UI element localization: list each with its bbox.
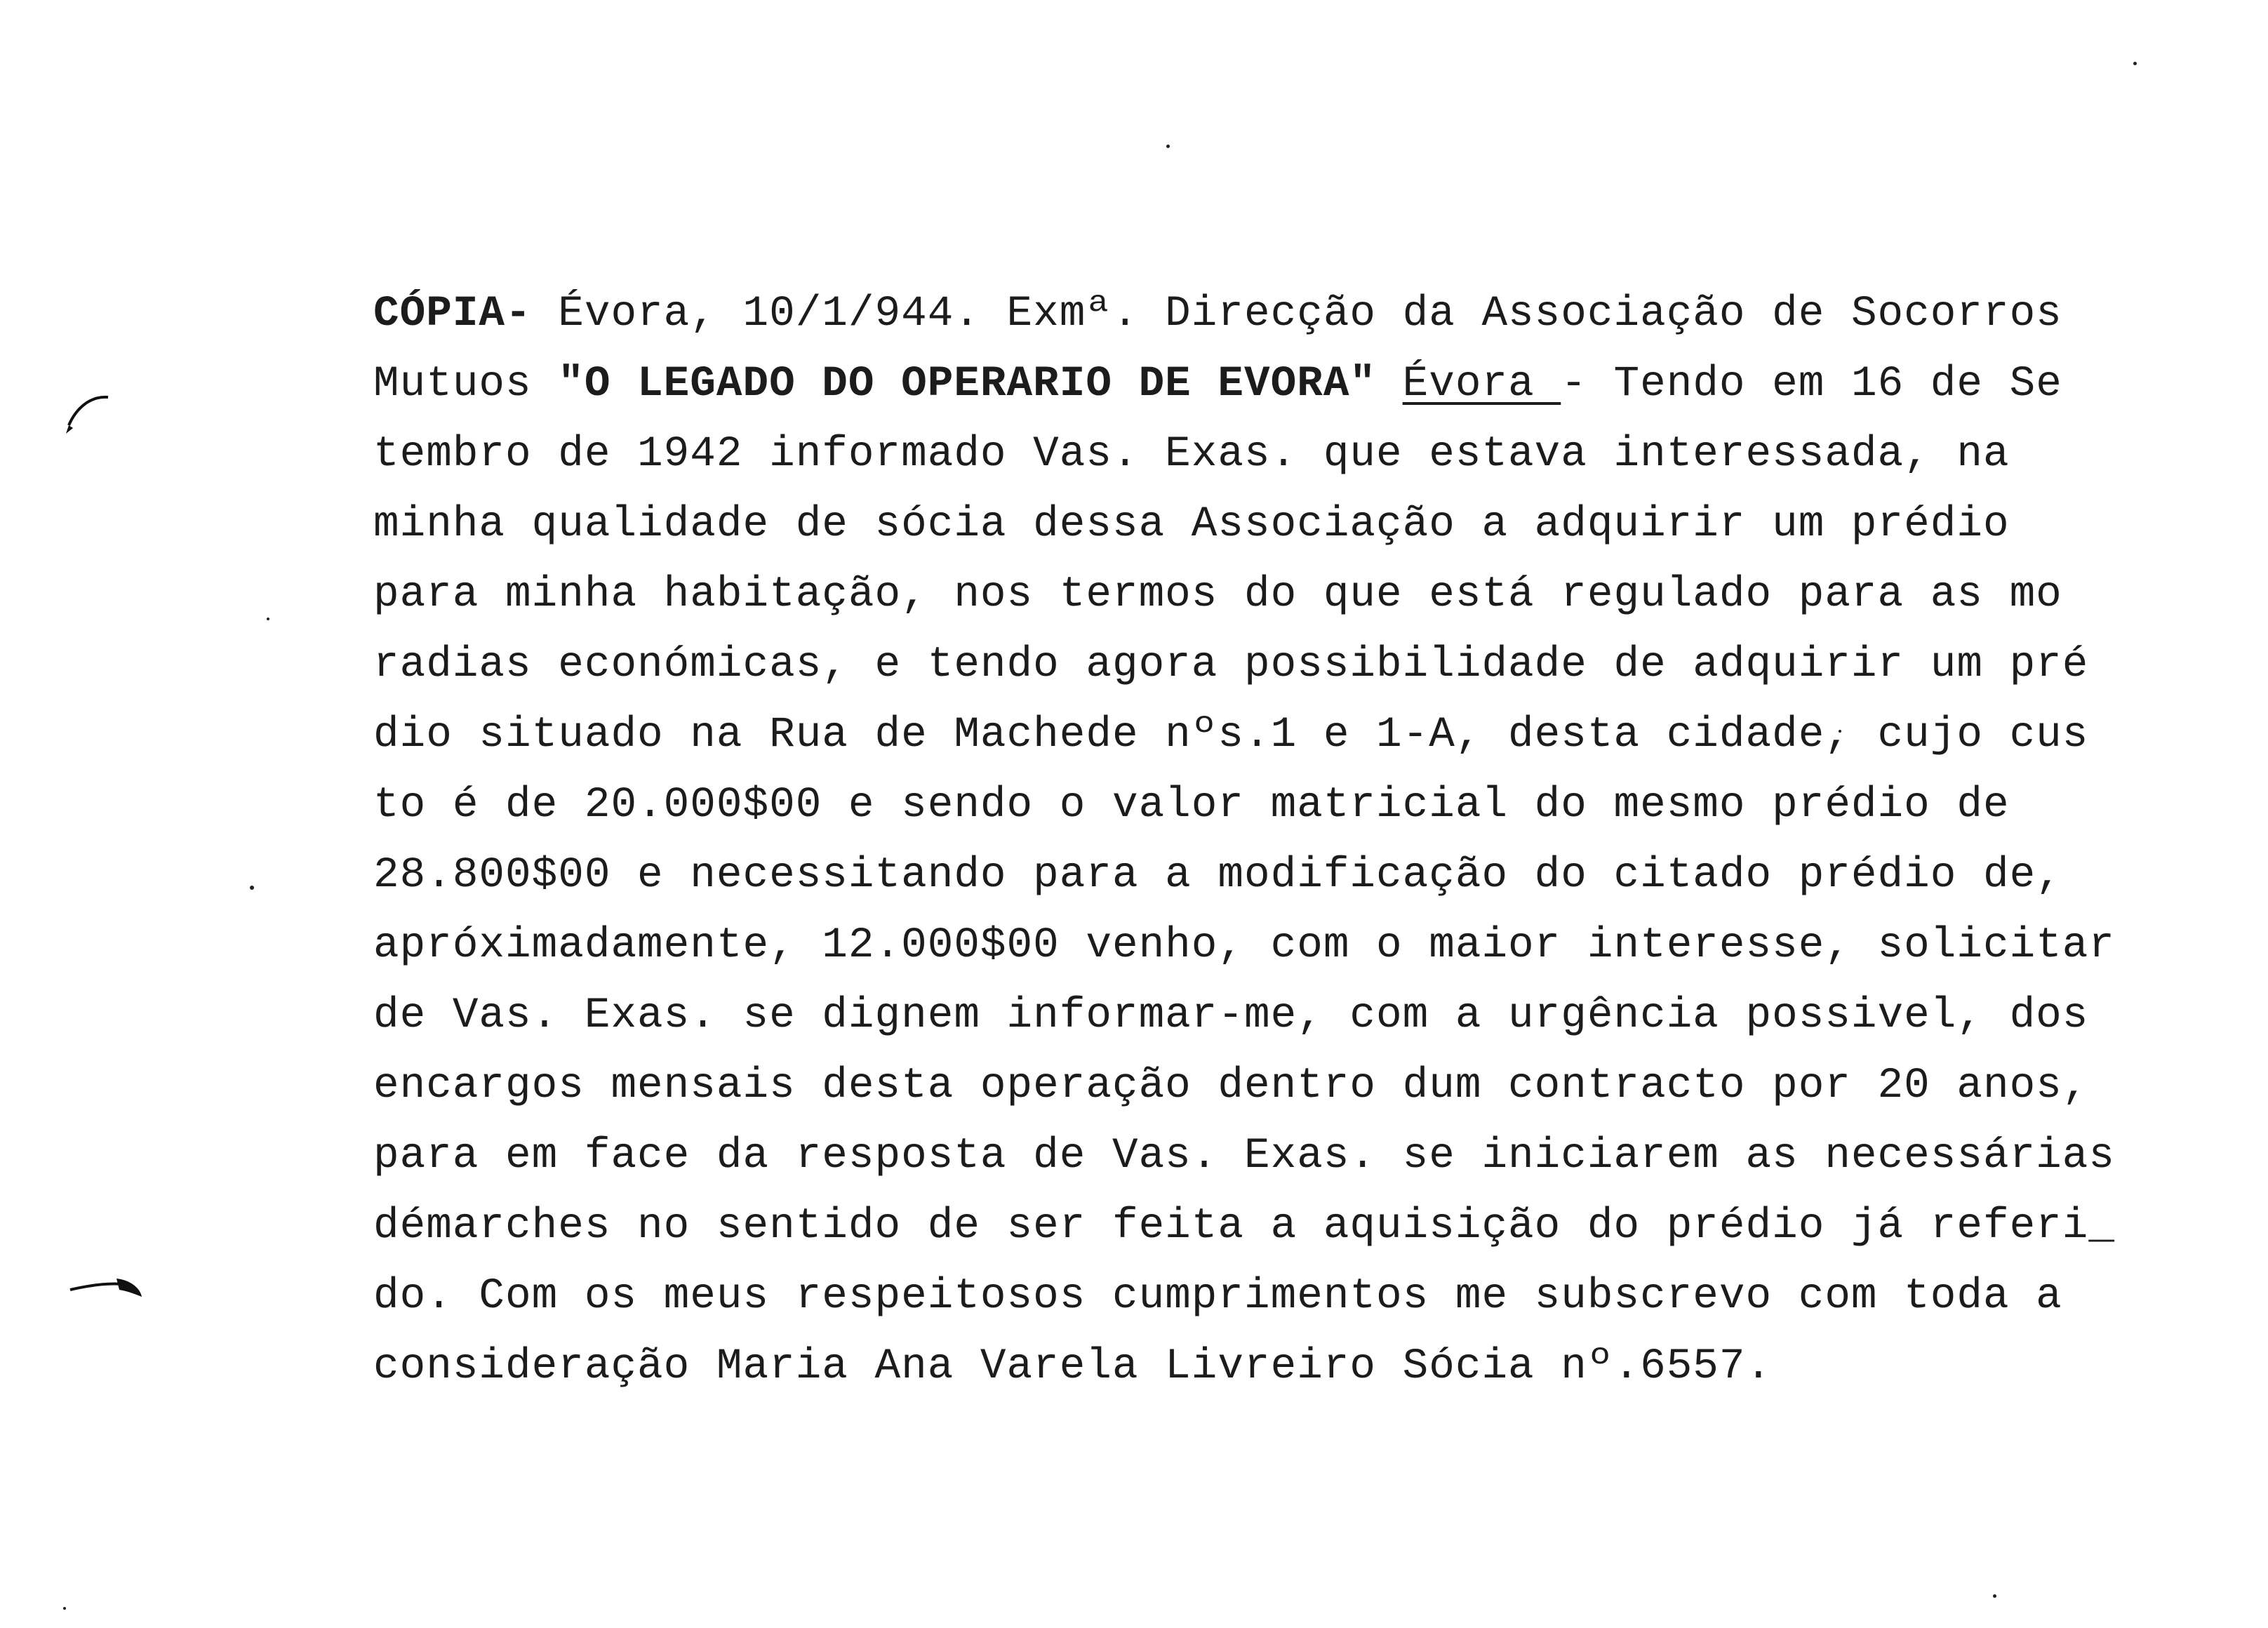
margin-arrow-mark xyxy=(67,1276,152,1311)
scan-speck xyxy=(267,618,269,620)
text-line: dio situado na Rua de Machede nºs.1 e 1-A, desta cidade, cujo cus xyxy=(373,711,2089,759)
text-line: tembro de 1942 informado Vas. Exas. que estava interessada, na xyxy=(373,430,2010,479)
scan-speck xyxy=(250,886,254,890)
line-text: Mutuos xyxy=(373,360,559,408)
copy-heading: CÓPIA- xyxy=(373,290,532,338)
scan-speck xyxy=(63,1607,66,1610)
text-line xyxy=(373,279,2268,349)
text-line xyxy=(373,349,2268,420)
line-text: Évora, 10/1/944. Exmª. Direcção da Associação de Socorros xyxy=(531,290,2062,338)
typed-letter-body xyxy=(373,279,2268,1402)
text-line: consideração Maria Ana Varela Livreiro Sócia nº.6557. xyxy=(373,1342,1773,1391)
text-line: to é de 20.000$00 e sendo o valor matricial do mesmo prédio de xyxy=(373,781,2010,829)
scan-speck xyxy=(1993,1594,1996,1598)
text-line: de Vas. Exas. se dignem informar-me, com a urgência possivel, dos xyxy=(373,992,2089,1040)
text-line: 28.800$00 e necessitando para a modificação do citado prédio de, xyxy=(373,851,2062,900)
line-text: - Tendo em 16 de Se xyxy=(1561,360,2062,408)
scan-speck xyxy=(1166,145,1170,148)
margin-hook-mark xyxy=(59,390,115,439)
underlined-place: Évora xyxy=(1402,360,1561,408)
scan-speck xyxy=(2133,62,2137,65)
text-line: apróximadamente, 12.000$00 venho, com o maior interesse, solicitar xyxy=(373,921,2115,970)
association-name: "O LEGADO DO OPERARIO DE EVORA" xyxy=(558,360,1377,408)
text-line: radias económicas, e tendo agora possibilidade de adquirir um pré xyxy=(373,641,2089,689)
text-line: para em face da resposta de Vas. Exas. se iniciarem as necessárias xyxy=(373,1132,2115,1180)
line-text xyxy=(1376,360,1403,408)
text-line: démarches no sentido de ser feita a aquisição do prédio já referi_ xyxy=(373,1202,2115,1250)
text-line: minha qualidade de sócia dessa Associação a adquirir um prédio xyxy=(373,500,2010,549)
text-line: encargos mensais desta operação dentro dum contracto por 20 anos, xyxy=(373,1062,2089,1110)
text-line: do. Com os meus respeitosos cumprimentos me subscrevo com toda a xyxy=(373,1272,2062,1321)
text-line: para minha habitação, nos termos do que está regulado para as mo xyxy=(373,571,2062,619)
